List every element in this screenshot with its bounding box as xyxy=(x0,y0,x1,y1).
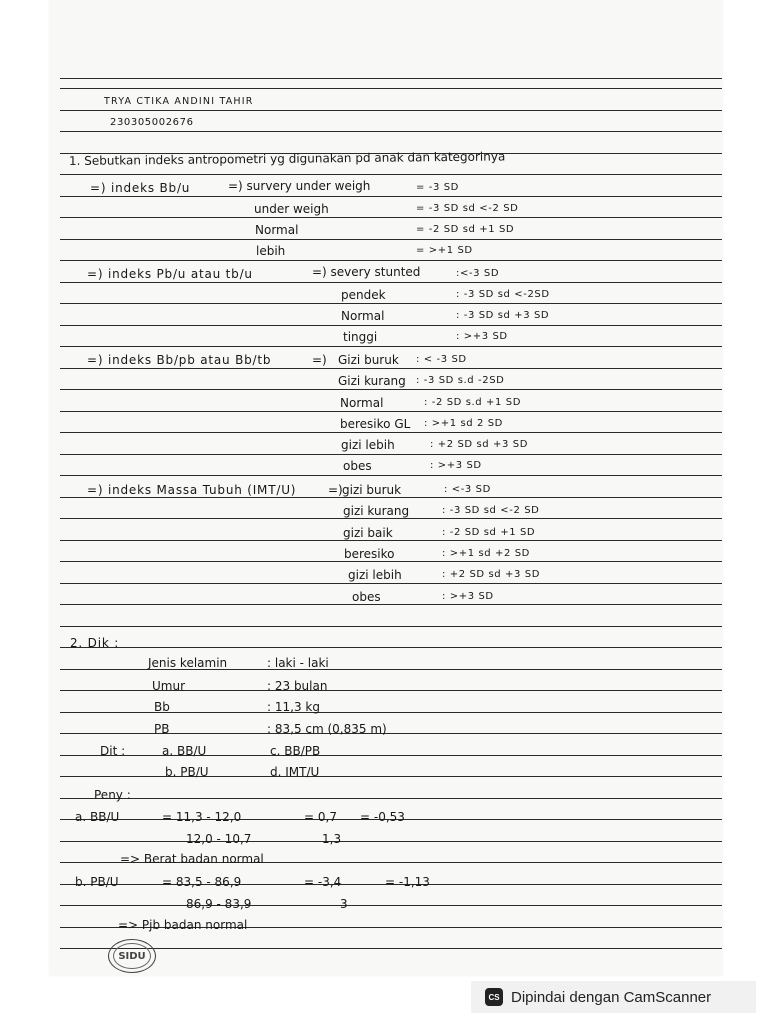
ruled-line xyxy=(60,583,722,584)
bbu-value: = -2 SD sd +1 SD xyxy=(416,224,515,235)
dik-label: Umur xyxy=(152,679,186,693)
dit-item: d. IMT/U xyxy=(270,765,320,779)
ruled-line xyxy=(60,260,722,261)
ruled-line xyxy=(60,540,722,541)
answer-b-denominator: 86,9 - 83,9 xyxy=(186,897,252,911)
ruled-line xyxy=(60,389,722,390)
dik-label: PB xyxy=(154,722,170,736)
answer-b-equation: = 83,5 - 86,9 xyxy=(162,875,242,889)
ruled-line xyxy=(60,841,722,842)
bbpb-label: Gizi buruk xyxy=(338,353,399,367)
pbu-value: : >+3 SD xyxy=(456,331,508,342)
imtu-label: obes xyxy=(352,590,381,604)
ruled-line xyxy=(60,282,722,283)
answer-b-final: = -1,13 xyxy=(385,875,430,889)
logo-text: SIDU xyxy=(118,950,146,962)
imtu-value: : >+1 sd +2 SD xyxy=(442,548,530,559)
pbu-label: Normal xyxy=(341,309,385,323)
bbu-value: = -3 SD sd <-2 SD xyxy=(416,203,519,214)
pbu-index: =) indeks Pb/u atau tb/u xyxy=(87,267,253,281)
bbpb-value: : -2 SD s.d +1 SD xyxy=(424,397,522,408)
ruled-line xyxy=(60,110,722,111)
bbu-label: under weigh xyxy=(254,202,329,216)
ruled-line xyxy=(60,411,722,412)
dit-item: a. BB/U xyxy=(162,744,207,758)
dik-label: Jenis kelamin xyxy=(148,656,228,670)
imtu-label: beresiko xyxy=(344,547,395,561)
answer-a-conclusion: => Berat badan normal xyxy=(120,852,264,866)
imtu-label: gizi kurang xyxy=(343,504,410,518)
imtu-label: gizi baik xyxy=(343,526,393,540)
ruled-line xyxy=(60,647,722,648)
answer-b-conclusion: => Pjb badan normal xyxy=(118,918,248,932)
camscanner-footer xyxy=(471,981,756,1013)
pbu-arrow: =) severy stunted xyxy=(312,265,421,279)
imtu-value: : >+3 SD xyxy=(442,591,494,602)
ruled-line xyxy=(60,196,722,197)
bbpb-value: : +2 SD sd +3 SD xyxy=(430,439,528,450)
question-1-title: 1. Sebutkan indeks antropometri yg digunakan pd anak dan kategorinya xyxy=(68,149,506,168)
answer-a-final: = -0,53 xyxy=(360,810,405,824)
pbu-value: : -3 SD sd +3 SD xyxy=(456,310,550,321)
ruled-line xyxy=(60,604,722,605)
ruled-line xyxy=(60,776,722,777)
ruled-line xyxy=(60,432,722,433)
bbu-index: =) indeks Bb/u xyxy=(90,181,191,195)
bbpb-label: Normal xyxy=(340,396,384,410)
sidu-logo xyxy=(108,939,156,973)
bbpb-label: obes xyxy=(343,459,372,473)
peny-label: Peny : xyxy=(94,788,131,802)
dit-item: b. PB/U xyxy=(165,765,209,779)
imtu-value: : <-3 SD xyxy=(444,484,491,495)
ruled-line xyxy=(60,174,722,175)
bbu-arrow: =) survery under weigh xyxy=(228,179,371,193)
bbpb-label: gizi lebih xyxy=(341,438,395,452)
answer-a-label: a. BB/U xyxy=(75,810,120,824)
pbu-value: :<-3 SD xyxy=(456,268,500,279)
ruled-line xyxy=(60,948,722,949)
imtu-label: gizi buruk xyxy=(342,483,402,497)
ruled-line xyxy=(60,561,722,562)
camscanner-icon: CS xyxy=(485,988,503,1006)
student-name: TRYA CTIKA ANDINI TAHIR xyxy=(104,96,254,107)
ruled-line xyxy=(60,239,722,240)
ruled-line xyxy=(60,905,722,906)
imtu-arrow: =) xyxy=(328,483,343,497)
ruled-line xyxy=(60,88,722,89)
dik-value: : laki - laki xyxy=(267,656,329,670)
ruled-line xyxy=(60,475,722,476)
dit-item: c. BB/PB xyxy=(270,744,321,758)
answer-a-equation: = 11,3 - 12,0 xyxy=(162,810,242,824)
pbu-label: pendek xyxy=(341,288,386,302)
dit-label: Dit : xyxy=(100,744,126,758)
ruled-line xyxy=(60,626,722,627)
ruled-line xyxy=(60,78,722,79)
answer-b-label: b. PB/U xyxy=(75,875,119,889)
question-2-dik-label: 2. Dik : xyxy=(70,636,120,650)
ruled-line xyxy=(60,131,722,132)
dik-value: : 23 bulan xyxy=(267,679,328,693)
ruled-line xyxy=(60,798,722,799)
bbpb-label: Gizi kurang xyxy=(338,374,406,388)
camscanner-text: Dipindai dengan CamScanner xyxy=(511,988,712,1006)
imtu-value: : -3 SD sd <-2 SD xyxy=(442,505,540,516)
dik-value: : 11,3 kg xyxy=(267,700,320,714)
ruled-line xyxy=(60,497,722,498)
student-id: 230305002676 xyxy=(110,117,194,128)
ruled-line xyxy=(60,755,722,756)
bbpb-arrow: =) xyxy=(312,353,327,367)
pbu-value: : -3 SD sd <-2SD xyxy=(456,289,550,300)
bbu-value: = -3 SD xyxy=(416,182,459,193)
bbpb-value: : >+3 SD xyxy=(430,460,482,471)
imtu-index: =) indeks Massa Tubuh (IMT/U) xyxy=(87,483,297,497)
dik-label: Bb xyxy=(154,700,170,714)
bbu-label: Normal xyxy=(255,223,299,237)
answer-b-result: = -3,4 xyxy=(304,875,342,889)
bbpb-value: : < -3 SD xyxy=(416,354,467,365)
ruled-line xyxy=(60,325,722,326)
imtu-label: gizi lebih xyxy=(348,568,402,582)
ruled-line xyxy=(60,518,722,519)
imtu-value: : -2 SD sd +1 SD xyxy=(442,527,536,538)
ruled-line xyxy=(60,217,722,218)
answer-a-result-denominator: 1,3 xyxy=(322,832,342,846)
ruled-line xyxy=(60,454,722,455)
ruled-line xyxy=(60,346,722,347)
answer-b-result-denominator: 3 xyxy=(340,897,348,911)
bbu-value: = >+1 SD xyxy=(416,245,473,256)
answer-a-result: = 0,7 xyxy=(304,810,337,824)
imtu-value: : +2 SD sd +3 SD xyxy=(442,569,540,580)
bbpb-index: =) indeks Bb/pb atau Bb/tb xyxy=(87,353,272,367)
bbpb-value: : >+1 sd 2 SD xyxy=(424,418,503,429)
ruled-line xyxy=(60,368,722,369)
bbu-label: lebih xyxy=(256,244,286,258)
pbu-label: tinggi xyxy=(343,330,378,344)
scanned-paper xyxy=(50,0,722,975)
bbpb-label: beresiko GL xyxy=(340,417,411,431)
ruled-line xyxy=(60,303,722,304)
answer-a-denominator: 12,0 - 10,7 xyxy=(186,832,252,846)
dik-value: : 83,5 cm (0,835 m) xyxy=(267,722,387,736)
bbpb-value: : -3 SD s.d -2SD xyxy=(416,375,505,386)
